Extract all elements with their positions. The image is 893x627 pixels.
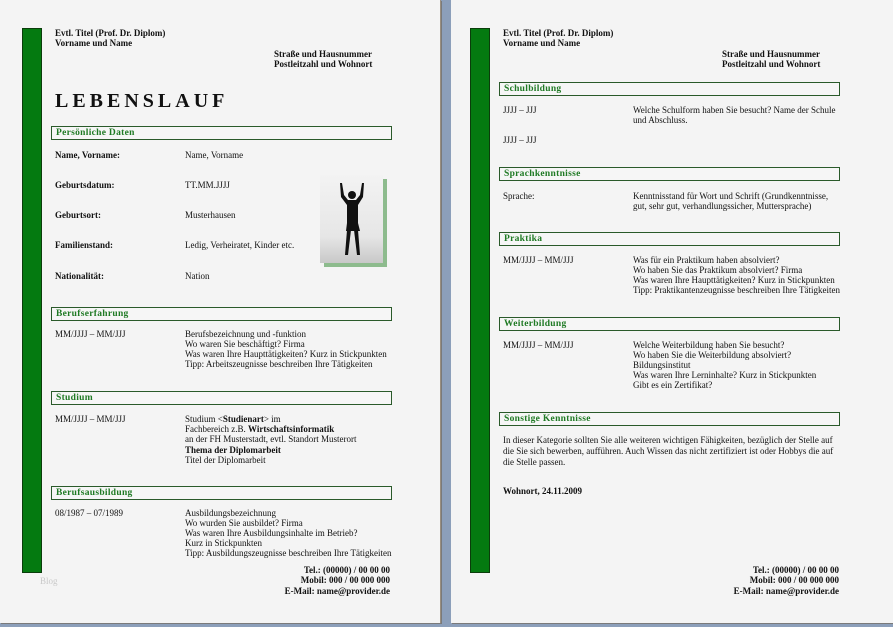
section-title: Studium: [56, 393, 93, 403]
section-title: Berufsausbildung: [56, 488, 133, 498]
title-line: Evtl. Titel (Prof. Dr. Diplom): [55, 28, 166, 38]
entry-line: [185, 424, 334, 435]
text: Wirtschaftsinformatik: [247, 424, 335, 434]
text: Fachbereich z.B.: [185, 424, 248, 434]
name-line: Vorname und Name: [503, 38, 581, 48]
entry-line: Gibt es ein Zertifikat?: [633, 380, 713, 390]
section-header-internships: [499, 232, 840, 246]
section-header-training: [51, 486, 392, 500]
date-range: JJJJ – JJJ: [503, 105, 537, 115]
section-title: Praktika: [504, 234, 543, 244]
field-label: Name, Vorname:: [55, 150, 120, 160]
section-title: Sprachkenntnisse: [504, 169, 581, 179]
section-title: Weiterbildung: [504, 319, 567, 329]
date-range: MM/JJJJ – MM/JJJ: [503, 340, 574, 350]
person-silhouette-icon: [320, 175, 383, 263]
contact-email: E-Mail: name@provider.de: [284, 586, 390, 596]
field-label: Familienstand:: [55, 240, 114, 250]
entry-line: Wo haben Sie die Weiterbildung absolviert?: [633, 350, 792, 360]
field-label: Nationalität:: [55, 271, 104, 281]
resume-page-1: [0, 0, 441, 623]
field-value: Musterhausen: [185, 210, 236, 220]
section-header-study: [51, 391, 392, 405]
entry-line: Berufsbezeichnung und -funktion: [185, 329, 306, 339]
field-label: Geburtsdatum:: [55, 180, 115, 190]
entry-line: Was für ein Praktikum haben absolviert?: [633, 255, 780, 265]
entry-line: Welche Weiterbildung haben Sie besucht?: [633, 340, 785, 350]
field-label: Geburtsort:: [55, 210, 101, 220]
text: Studium <: [185, 414, 223, 424]
entry-line: und Abschluss.: [633, 115, 688, 125]
section-title: Berufserfahrung: [56, 309, 129, 319]
section-header-other-skills: [499, 412, 840, 426]
contact-mobile: Mobil: 000 / 00 000 000: [749, 575, 839, 585]
entry-line: Was waren Ihre Lerninhalte? Kurz in Stickpunkten: [633, 370, 817, 380]
street-line: Straße und Hausnummer: [722, 49, 821, 59]
entry-line: Ausbildungsbezeichnung: [185, 508, 276, 518]
section-header-personal: [51, 126, 392, 140]
entry-line: Titel der Diplomarbeit: [185, 455, 266, 465]
entry-line: Was waren Ihre Haupttätigkeiten? Kurz in Stickpunkten: [185, 349, 387, 359]
paragraph-line: die Stelle passen.: [503, 457, 566, 467]
entry-line: Was waren Ihre Ausbildungsinhalte im Betrieb?: [185, 528, 358, 538]
name-line: Vorname und Name: [55, 38, 133, 48]
date-range: JJJJ – JJJ: [503, 135, 537, 145]
field-value: Name, Vorname: [185, 150, 244, 160]
title-line: Evtl. Titel (Prof. Dr. Diplom): [503, 28, 614, 38]
date-range: MM/JJJJ – MM/JJJ: [55, 329, 126, 339]
city-line: Postleitzahl und Wohnort: [274, 59, 373, 69]
entry-line: Tipp: Arbeitszeugnisse beschreiben Ihre Tätigkeiten: [185, 359, 373, 369]
entry-line: Thema der Diplomarbeit: [185, 445, 281, 455]
page-title: LEBENSLAUF: [55, 90, 229, 112]
contact-mobile: Mobil: 000 / 00 000 000: [300, 575, 390, 585]
street-line: Straße und Hausnummer: [274, 49, 373, 59]
entry-line: Kurz in Stickpunkten: [185, 538, 262, 548]
section-header-work: [51, 307, 392, 321]
city-line: Postleitzahl und Wohnort: [722, 59, 821, 69]
section-header-school: [499, 82, 840, 96]
green-side-bar: [22, 28, 42, 573]
entry-line: Wo waren Sie beschäftigt? Firma: [185, 339, 305, 349]
date-range: MM/JJJJ – MM/JJJ: [55, 414, 126, 424]
entry-line: an der FH Musterstadt, evtl. Standort Musterort: [185, 434, 357, 444]
field-label: Sprache:: [503, 191, 535, 201]
date-range: 08/1987 – 07/1989: [55, 508, 124, 518]
entry-line: Wo haben Sie das Praktikum absolviert? Firma: [633, 265, 803, 275]
contact-tel: Tel.: (00000) / 00 00 00: [752, 565, 839, 575]
entry-line: gut, sehr gut, verhandlungssicher, Muttersprache): [633, 201, 812, 211]
field-value: TT.MM.JJJJ: [185, 180, 230, 190]
date-range: MM/JJJJ – MM/JJJ: [503, 255, 574, 265]
entry-line: Tipp: Praktikantenzeugnisse beschreiben Ihre Tätigkeiten: [633, 285, 840, 295]
paragraph-line: die Sie sich bewerben, aufführen. Auch Wissen das nicht zertifiziert ist oder Hobbys die auf: [503, 446, 834, 456]
green-side-bar: [470, 28, 490, 573]
text: Studienart: [222, 414, 264, 424]
field-value: Nation: [185, 271, 210, 281]
section-title: Sonstige Kenntnisse: [504, 414, 591, 424]
entry-line: Kenntnisstand für Wort und Schrift (Grundkenntnisse,: [633, 191, 829, 201]
section-header-further-education: [499, 317, 840, 331]
entry-line: [185, 414, 281, 425]
watermark: Blog: [40, 576, 58, 586]
profile-photo: [320, 175, 383, 263]
entry-line: Was waren Ihre Haupttätigkeiten? Kurz in Stickpunkten: [633, 275, 835, 285]
contact-email: E-Mail: name@provider.de: [733, 586, 839, 596]
entry-line: Tipp: Ausbildungszeugnisse beschreiben Ihre Tätigkeiten: [185, 548, 392, 558]
field-value: Ledig, Verheiratet, Kinder etc.: [185, 240, 295, 250]
text: > im: [263, 414, 281, 424]
entry-line: Wo wurden Sie ausbildet? Firma: [185, 518, 303, 528]
contact-tel: Tel.: (00000) / 00 00 00: [303, 565, 390, 575]
entry-line: Bildungsinstitut: [633, 360, 691, 370]
resume-page-2: [451, 0, 893, 623]
section-title: Persönliche Daten: [56, 128, 135, 138]
section-title: Schulbildung: [504, 84, 562, 94]
paragraph-line: In dieser Kategorie sollten Sie alle weiteren wichtigen Fähigkeiten, bezüglich der Stelle auf: [503, 435, 833, 445]
entry-line: Welche Schulform haben Sie besucht? Name der Schule: [633, 105, 836, 115]
section-header-languages: [499, 167, 840, 181]
signature-place-date: Wohnort, 24.11.2009: [503, 486, 583, 496]
